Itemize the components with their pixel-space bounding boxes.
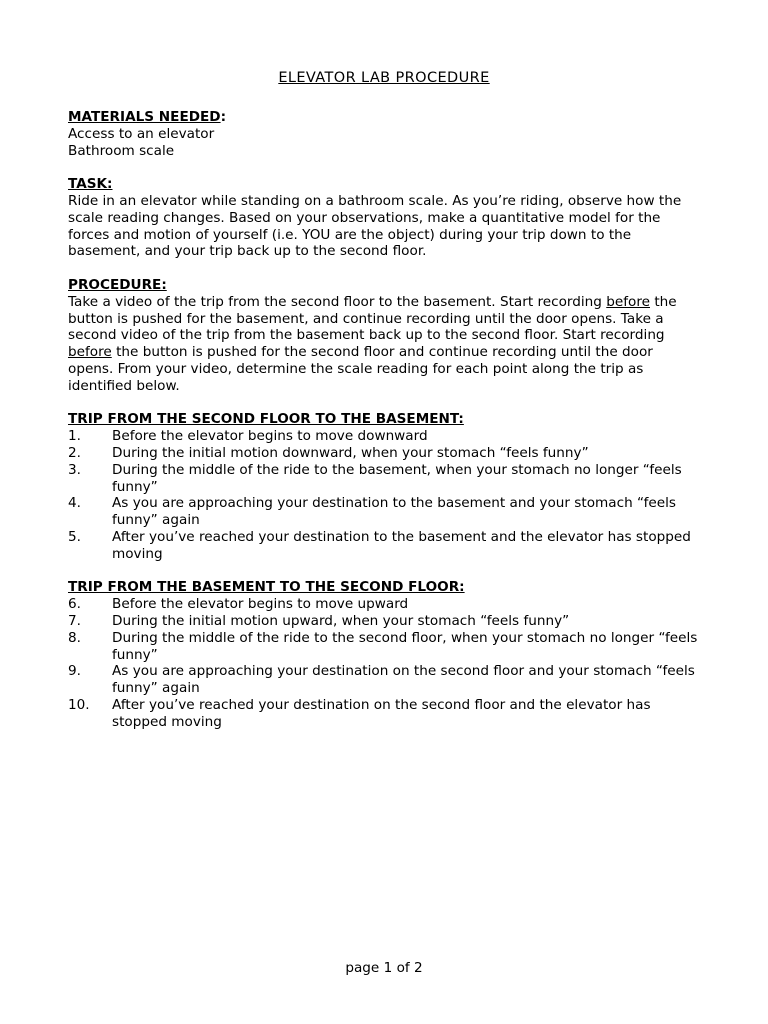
- procedure-emphasis: before: [606, 293, 650, 310]
- procedure-heading-text: PROCEDURE:: [68, 276, 167, 293]
- list-item: [68, 613, 700, 630]
- material-item: Access to an elevator: [68, 125, 215, 142]
- task-heading-text: TASK:: [68, 176, 113, 193]
- procedure-text-part: Take a video of the trip from the second floor to the basement. Start recording: [68, 293, 607, 310]
- step-number: 3.: [68, 461, 81, 478]
- step-text: After you’ve reached your destination on the second floor and the elevator has stopped moving: [112, 696, 651, 730]
- step-text: After you’ve reached your destination to the basement and the elevator has stopped moving: [112, 528, 691, 562]
- materials-heading: [68, 109, 700, 126]
- procedure-text: [68, 294, 700, 395]
- trip-down-steps: [68, 428, 700, 562]
- trip-up-steps: [68, 596, 700, 730]
- list-item: [68, 529, 700, 563]
- step-number: 6.: [68, 596, 81, 613]
- step-text: Before the elevator begins to move downward: [112, 428, 428, 445]
- step-text: During the middle of the ride to the second floor, when your stomach no longer “feels funny”: [112, 629, 698, 663]
- list-item: [68, 495, 700, 529]
- spacer: [68, 159, 700, 176]
- trip-up-heading: [68, 579, 700, 596]
- procedure-text-part: the button is pushed for the second floor and continue recording until the door opens. From your video, determine the scale reading for each point along the trip as identified below.: [68, 344, 653, 394]
- step-text: During the initial motion downward, when your stomach “feels funny”: [112, 444, 589, 461]
- step-number: 1.: [68, 428, 81, 445]
- list-item: [68, 663, 700, 697]
- procedure-heading: [68, 277, 700, 294]
- spacer: [68, 260, 700, 277]
- step-text: As you are approaching your destination on the second floor and your stomach “feels funny” again: [112, 663, 695, 697]
- document-body: [68, 109, 700, 730]
- step-text: During the initial motion upward, when your stomach “feels funny”: [112, 612, 570, 629]
- step-number: 10.: [68, 696, 90, 713]
- step-text: As you are approaching your destination to the basement and your stomach “feels funny” again: [112, 495, 676, 529]
- procedure-emphasis: before: [68, 344, 112, 361]
- spacer: [68, 395, 700, 412]
- step-number: 8.: [68, 629, 81, 646]
- step-number: 7.: [68, 612, 81, 629]
- task-heading: [68, 176, 700, 193]
- step-number: 4.: [68, 495, 81, 512]
- materials-heading-text: MATERIALS NEEDED: [68, 109, 221, 125]
- page-number: page 1 of 2: [345, 960, 423, 976]
- list-item: [68, 596, 700, 613]
- trip-down-heading: [68, 411, 700, 428]
- list-item: [68, 445, 700, 462]
- task-text: Ride in an elevator while standing on a bathroom scale. As you’re riding, observe how the scale reading changes. Based on your observations, make a quantitative model for the forces and motion of yourself (i.e. YOU are the object) during your trip down to the basement, and your trip back up to the second floor.: [68, 192, 682, 260]
- list-item: [68, 697, 700, 731]
- step-number: 9.: [68, 663, 81, 680]
- step-number: 5.: [68, 528, 81, 545]
- trip-up-heading-text: TRIP FROM THE BASEMENT TO THE SECOND FLOOR:: [68, 579, 465, 596]
- trip-down-heading-text: TRIP FROM THE SECOND FLOOR TO THE BASEMENT:: [68, 411, 464, 428]
- list-item: [68, 462, 700, 496]
- list-item: [68, 630, 700, 664]
- material-item: Bathroom scale: [68, 142, 175, 159]
- page-title: ELEVATOR LAB PROCEDURE: [278, 70, 490, 86]
- procedure-text-part: the button is pushed for the basement, and continue recording until the door opens. Take a second video of the trip from the basement back up to the second floor. Start recording: [68, 293, 677, 344]
- list-item: [68, 428, 700, 445]
- spacer: [68, 563, 700, 580]
- step-text: During the middle of the ride to the basement, when your stomach no longer “feels funny”: [112, 461, 682, 495]
- step-number: 2.: [68, 444, 81, 461]
- materials-heading-colon: :: [220, 109, 227, 125]
- step-text: Before the elevator begins to move upward: [112, 596, 409, 613]
